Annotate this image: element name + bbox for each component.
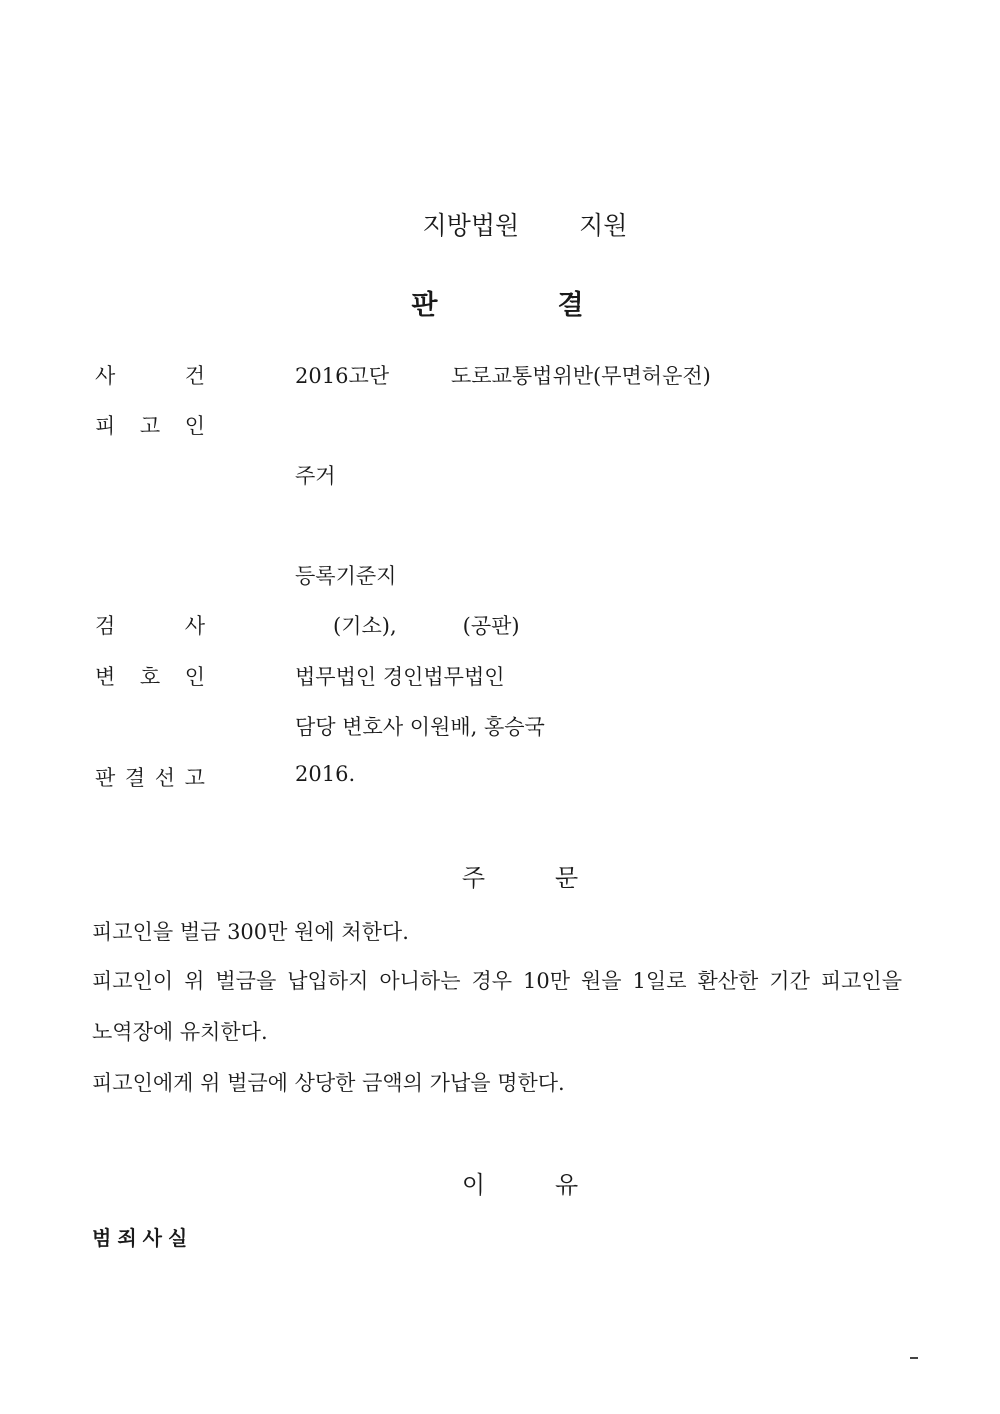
registration-label: 등록기준지 <box>295 564 397 588</box>
scan-mark <box>910 1357 918 1359</box>
court-header <box>0 206 1000 242</box>
counsel-firm: 법무법인 경인법무법인 <box>295 665 505 689</box>
order-line-2: 피고인이 위 벌금을 납입하지 아니하는 경우 10만 원을 1일로 환산한 기간 피고인을 <box>92 969 902 993</box>
label-char: 건 <box>184 364 205 388</box>
document-title: 판결 <box>411 290 704 321</box>
label-char: 피 <box>95 414 116 438</box>
order-line-3: 노역장에 유치한다. <box>92 1020 268 1044</box>
label-char: 판 <box>95 766 116 790</box>
residence-label: 주거 <box>295 464 336 488</box>
trial-note: (공판) <box>462 614 520 638</box>
label-char: 사 <box>95 364 116 388</box>
defendant-label <box>95 410 205 440</box>
label-char: 인 <box>184 414 205 438</box>
label-char: 고 <box>184 766 205 790</box>
order-line-1: 피고인을 벌금 300만 원에 처한다. <box>92 920 409 944</box>
case-value <box>295 360 711 390</box>
sentencing-label <box>95 762 205 792</box>
label-char: 호 <box>139 665 161 689</box>
sentencing-date: 2016. <box>295 762 356 786</box>
prosecutor-value <box>333 610 520 640</box>
label-char: 인 <box>184 665 205 689</box>
prosecution-note: (기소), <box>333 614 397 638</box>
label-char: 검 <box>95 614 116 638</box>
order-line-4: 피고인에게 위 벌금에 상당한 금액의 가납을 명한다. <box>92 1071 565 1095</box>
order-heading: 주문 <box>461 864 649 892</box>
label-char: 사 <box>184 614 205 638</box>
reasons-heading: 이유 <box>461 1171 649 1199</box>
label-char: 선 <box>154 766 176 790</box>
case-number: 2016고단 <box>295 364 390 388</box>
label-char: 변 <box>95 665 116 689</box>
crime-facts-heading: 범죄사실 <box>92 1226 194 1250</box>
case-label <box>95 360 205 390</box>
label-char: 고 <box>139 414 161 438</box>
prosecutor-label <box>95 610 205 640</box>
counsel-attorneys: 담당 변호사 이원배, 홍승국 <box>295 715 545 739</box>
court-branch: 지원 <box>579 211 628 240</box>
label-char: 결 <box>124 766 146 790</box>
case-charge: 도로교통법위반(무면허운전) <box>451 364 711 388</box>
counsel-label <box>95 661 205 691</box>
court-name: 지방법원 <box>422 211 520 240</box>
